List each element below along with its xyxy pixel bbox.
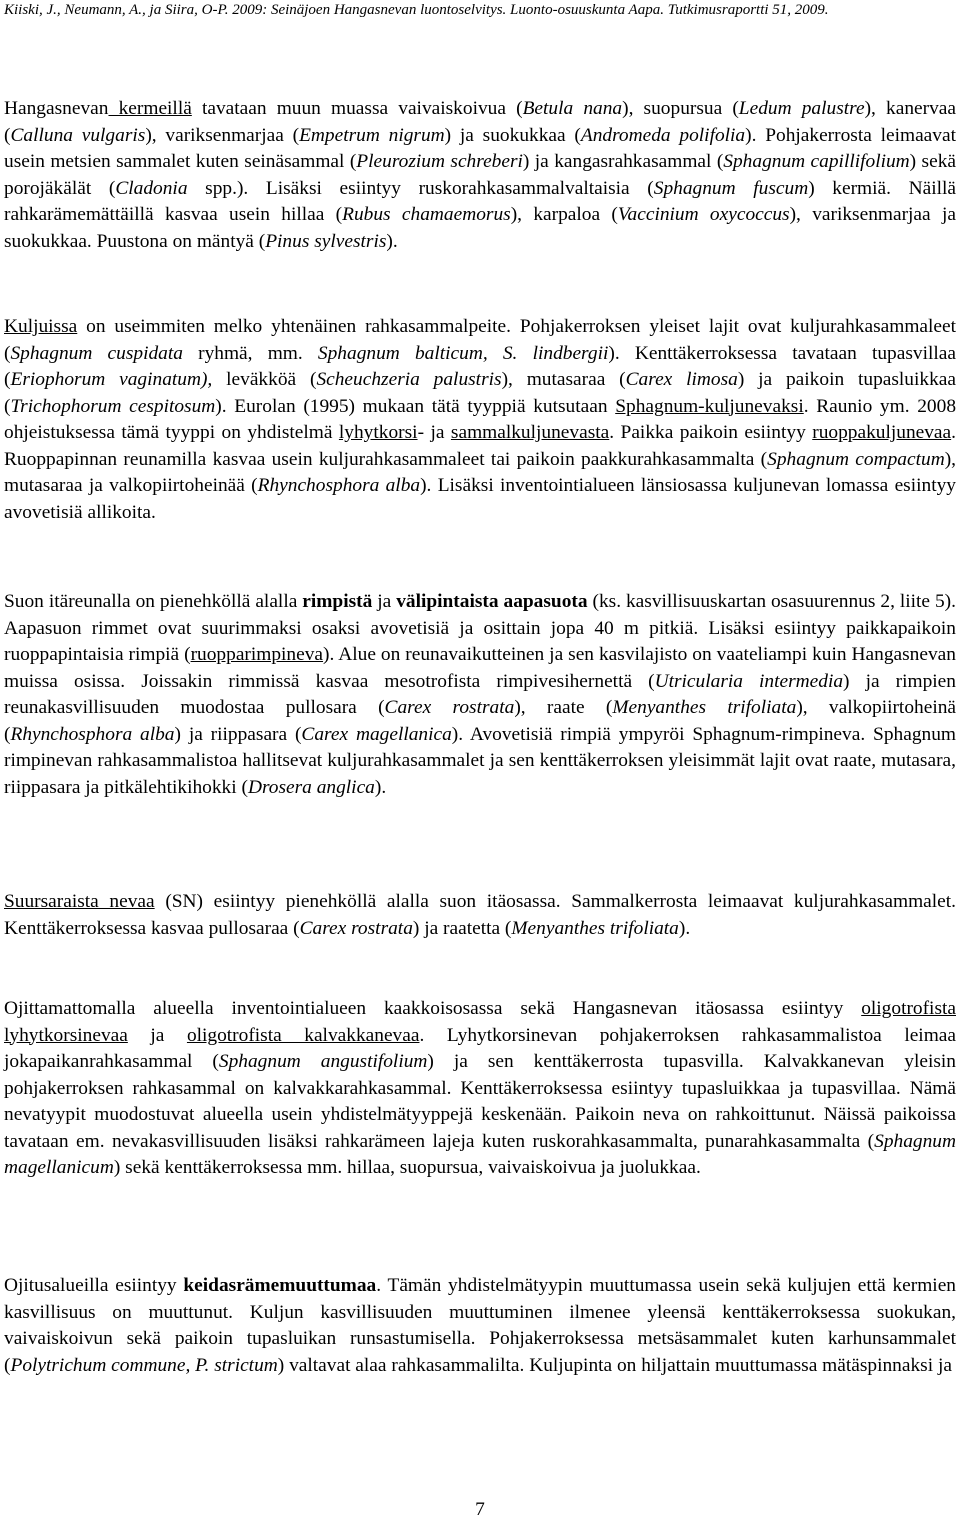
text: ryhmä, mm. <box>182 342 318 364</box>
species-name: Pinus sylvestris <box>265 230 387 252</box>
text: Suon itäreunalla on pienehköllä alalla <box>4 591 303 612</box>
species-name: Carex magellanica <box>301 723 452 745</box>
text: ), raate ( <box>514 697 613 718</box>
text: ), mutasaraa ( <box>501 369 626 390</box>
species-name: Eriophorum vaginatum), <box>10 369 213 390</box>
text: ) ja kangasrahkasammal ( <box>522 151 724 172</box>
species-name: Scheuchzeria palustris <box>316 369 502 390</box>
underlined-term: Kuljuissa <box>4 316 78 337</box>
text: ). Pohjakerrosta leimaavat usein metsien sammalet kuten seinäsammal ( <box>4 124 956 172</box>
species-name: Menyanthes trifoliata <box>612 697 797 718</box>
species-name: Trichophorum cespitosum <box>10 395 216 417</box>
text: ) ja raatetta ( <box>412 917 512 939</box>
species-name: Rhynchosphora alba <box>257 475 421 496</box>
species-name: Sphagnum capillifolium <box>723 151 910 172</box>
bold-term: keidasrämemuuttumaa <box>183 1275 377 1296</box>
text: ja <box>127 1024 187 1046</box>
underlined-term: lyhytkorsi <box>338 422 418 443</box>
species-name: Ledum palustre <box>738 98 865 119</box>
text: ), variksenmarjaa ja suokukkaa. Puustona on mäntyä ( <box>4 204 956 252</box>
text: ) sekä kenttäkerroksessa mm. hillaa, suopursua, vaivaiskoivua ja juolukkaa. <box>113 1157 701 1178</box>
text: . Raunio ym. 2008 ohjeistuksessa tämä tyyppi on yhdistelmä <box>4 395 957 443</box>
text: (ks. kasvillisuuskartan osasuurennus 2, liite 5). Aapasuon rimmet ovat suurimmaksi osaksi avovetisiä ja osittain jopa 40 m pitkiä. Lisäksi esiintyy paikkapaikoin ruoppapintaisia rimpiä ( <box>4 591 956 665</box>
paragraph-kuljut <box>4 314 956 526</box>
species-name: Carex rostrata <box>299 917 413 939</box>
text: on useimmiten melko yhtenäinen rahkasammalpeite. Pohjakerroksen yleiset lajit ovat kuljurahkasammaleet ( <box>4 316 956 364</box>
text: tavataan muun muassa vaivaiskoivua ( <box>191 98 523 119</box>
text: ), variksenmarjaa ( <box>145 124 300 146</box>
text: ). Lisäksi inventointialueen länsiosassa kuljunevan lomassa esiintyy avovetisiä allikoita. <box>4 475 956 523</box>
species-name: Sphagnum balticum, S. lindbergii <box>317 342 609 364</box>
text: ), suopursua ( <box>622 98 739 119</box>
species-name: Drosera anglica <box>247 776 375 798</box>
paragraph-lyhytkorsineva <box>4 996 956 1182</box>
species-name: Sphagnum magellanicum <box>4 1130 956 1178</box>
underlined-term: Sphagnum-kuljunevaksi <box>615 395 804 417</box>
species-name: Carex rostrata <box>384 697 515 718</box>
text: spp.). Lisäksi esiintyy ruskorahkasammalvaltaisia ( <box>187 177 654 199</box>
text: ) kermiä. Näillä rahkarämemättäillä kasvaa usein hillaa ( <box>4 177 957 225</box>
text: ) valtavat alaa rahkasammalilta. Kuljupinta on hiljattain muuttumassa mätäspinnaksi ja <box>277 1354 952 1376</box>
underlined-term: oligotrofista lyhytkorsinevaa <box>4 998 956 1046</box>
text: ). Eurolan (1995) mukaan tätä tyyppiä kutsutaan <box>215 395 616 417</box>
species-name: Menyanthes trifoliata <box>511 917 679 939</box>
text: ) ja sen kenttäkerrosta tupasvilla. Kalvakkanevan yleisin pohjakerroksen rahkasammal on kalvakkarahkasammal. Kenttäkerroksessa esiintyy tupasluikkaa ja tupasvillaa. Nämä nevatyypit muodostuvat alueella usein yhdistelmätyyppejä keskenään. Paikoin neva on rahkoittunut. Näissä paikoissa tavataan em. nevakasvillisuuden lisäksi rahkarämeen lajeja kuten ruskorahkasammalta, punarahkasammalta ( <box>4 1051 956 1152</box>
species-name: Sphagnum compactum <box>767 448 945 470</box>
species-name: Calluna vulgaris <box>10 124 146 146</box>
species-name: Andromeda polifolia <box>580 124 746 146</box>
species-name: Rhynchosphora alba <box>10 723 175 745</box>
text: Ojittamattomalla alueella inventointialueen kaakkoisosassa sekä Hangasnevan itäosassa esiintyy <box>4 998 862 1019</box>
underlined-term: sammalkuljunevasta <box>450 422 610 443</box>
species-name: Sphagnum cuspidata <box>10 342 183 364</box>
species-name: Carex limosa <box>625 369 738 390</box>
paragraph-kermit <box>4 96 956 255</box>
text: ) ja rimpien reunakasvillisuuden muodostaa pullosara ( <box>4 670 956 718</box>
species-name: Sphagnum angustifolium <box>218 1051 428 1072</box>
species-name: Pleurozium schreberi <box>356 151 523 172</box>
species-name: Rubus chamaemorus <box>342 204 511 225</box>
text: ). Avovetisiä rimpiä ympyröi Sphagnum-rimpineva. Sphagnum rimpinevan rahkasammalistoa hallitsevat kuljurahkasammalet ja sen kenttäkerroksen yleisimmät lajit ovat raate, mutasara, riippasara ja pitkälehtikihokki ( <box>4 723 956 798</box>
paragraph-keidasramemuuttuma <box>4 1273 956 1379</box>
text: leväkköä ( <box>212 369 317 390</box>
text: ja <box>372 591 397 612</box>
text: ) sekä porojäkälät ( <box>4 151 956 199</box>
bold-term: rimpistä <box>302 591 373 612</box>
underlined-term: ruopparimpineva <box>190 644 324 665</box>
text: (SN) esiintyy pienehköllä alalla suon itäosassa. Sammalkerrosta leimaavat kuljurahkasammalet. Kenttäkerroksessa kasvaa pullosaraa ( <box>4 891 956 939</box>
page-number: 7 <box>475 1499 485 1520</box>
paragraph-suursarainen-neva <box>4 889 956 942</box>
text: ). <box>678 917 691 939</box>
species-name: Cladonia <box>115 177 188 199</box>
text: ), valkopiirtoheinä ( <box>4 697 957 745</box>
text: ). Kenttäkerroksessa tavataan tupasvillaa ( <box>4 342 956 390</box>
underlined-term: oligotrofista kalvakkanevaa <box>186 1024 420 1046</box>
text: ). <box>374 776 387 798</box>
text: ). <box>386 230 398 252</box>
text: . Ruoppapinnan reunamilla kasvaa usein kuljurahkasammaleet tai paikoin paakkurahkasammalta ( <box>4 422 957 470</box>
header-citation: Kiiski, J., Neumann, A., ja Siira, O-P. 2009: Seinäjoen Hangasnevan luontoselvitys. Luonto-osuuskunta Aapa. Tutkimusraportti 51, 2009. <box>4 2 829 18</box>
paragraph-aapasuo <box>4 589 956 801</box>
species-name: Vaccinium oxycoccus <box>617 204 790 225</box>
text: ). Alue on reunavaikutteinen ja sen kasvilajisto on vaateliampi kuin Hangasnevan muissa osissa. Joissakin rimmissä kasvaa mesotrofista rimpivesihernettä ( <box>4 644 956 692</box>
bold-term: välipintaista aapasuota <box>396 591 588 612</box>
text: ) ja riippasara ( <box>174 723 302 745</box>
species-name: Betula nana <box>522 98 623 119</box>
text: - ja <box>417 422 451 443</box>
text: ), mutasaraa ja valkopiirtoheinää ( <box>4 448 957 496</box>
text: Ojitusalueilla esiintyy <box>4 1275 184 1296</box>
species-name: Utricularia intermedia <box>654 670 844 692</box>
species-name: Sphagnum fuscum <box>653 177 809 199</box>
text: ), karpaloa ( <box>510 204 618 225</box>
text: . Paikka paikoin esiintyy <box>609 422 813 443</box>
species-name: Polytrichum commune, P. strictum <box>10 1354 278 1376</box>
text: ), kanervaa ( <box>4 98 956 146</box>
text: . Tämän yhdistelmätyypin muuttumassa usein sekä kuljujen että kermien kasvillisuus on muuttunut. Kuljun kasvillisuuden muuttuminen ilmenee yleensä kenttäkerroksessa suokukan, vaivaiskoivun sekä paikoin tupasluikan runsastumisella. Pohjakerroksessa metsäsammalet kuten karhunsammalet ( <box>4 1275 957 1376</box>
text: ) ja suokukkaa ( <box>444 124 581 146</box>
underlined-term: kermeillä <box>108 98 192 119</box>
underlined-term: Suursaraista nevaa <box>4 891 155 912</box>
species-name: Empetrum nigrum <box>299 124 445 146</box>
text: ) ja paikoin tupasluikkaa ( <box>4 369 956 417</box>
text: Hangasnevan <box>4 98 109 119</box>
underlined-term: ruoppakuljunevaa <box>812 422 952 443</box>
text: . Lyhytkorsinevan pohjakerroksen rahkasammalistoa leimaa jokapaikanrahkasammal ( <box>4 1024 956 1072</box>
